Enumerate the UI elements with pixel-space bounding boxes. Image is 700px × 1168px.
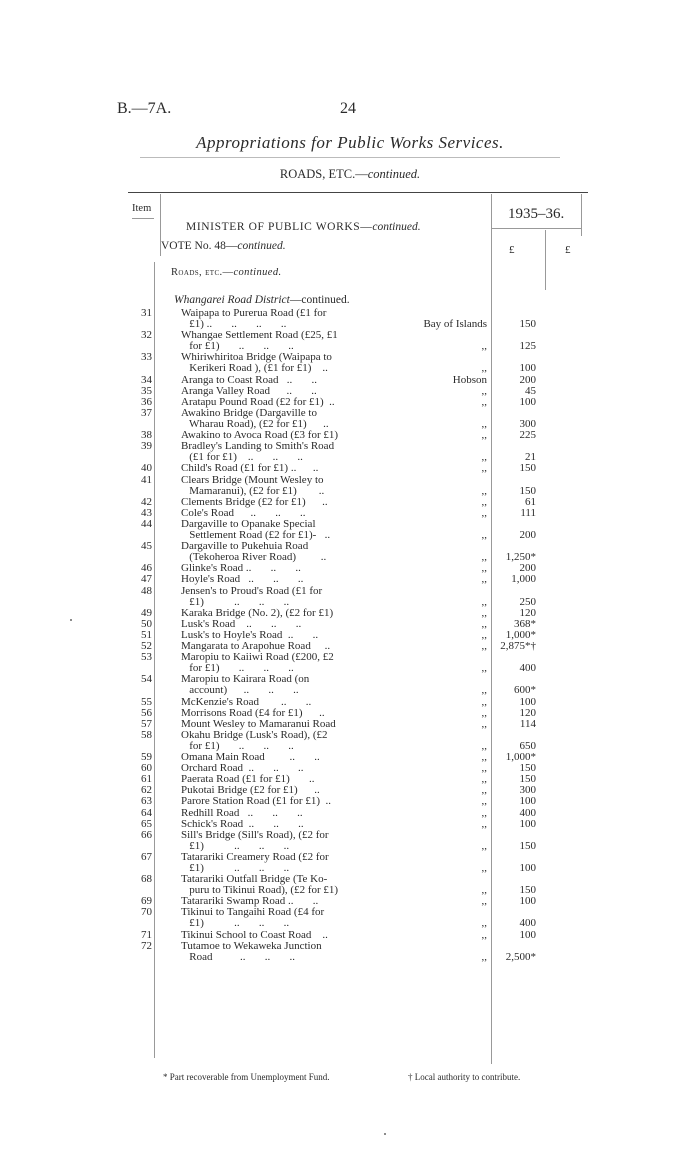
table-row	[0, 752, 700, 763]
electorate: ,,	[481, 706, 487, 719]
section-heading-cont: continued.	[367, 167, 421, 181]
item-number: 42	[141, 495, 152, 508]
description-line: Jensen's to Proud's Road (£1 for	[181, 584, 323, 597]
description-line: Whiriwhiritoa Bridge (Waipapa to	[181, 351, 332, 364]
amount: 400	[519, 662, 536, 675]
item-description	[181, 586, 373, 608]
table-row	[0, 674, 700, 696]
table-row	[0, 796, 700, 807]
item-description	[181, 308, 373, 330]
description-line: Mamaranui), (£2 for £1) ..	[181, 484, 325, 497]
item-number: 64	[141, 806, 152, 819]
description-line: Schick's Road .. .. ..	[181, 817, 304, 830]
amount: 2,875*†	[500, 640, 536, 652]
title-rule	[140, 157, 560, 158]
table-row	[0, 608, 700, 619]
table-row	[0, 619, 700, 630]
item-number: 49	[141, 606, 152, 619]
description-line: Wharau Road), (£2 for £1) ..	[181, 417, 329, 430]
electorate: ,,	[481, 606, 487, 619]
table-row	[0, 330, 700, 352]
table-row	[0, 563, 700, 574]
description-line: Waipapa to Purerua Road (£1 for	[181, 307, 327, 319]
item-number: 36	[141, 395, 152, 408]
description-line: Maropiu to Kairara Road (on	[181, 673, 310, 686]
table-row	[0, 785, 700, 796]
table-row	[0, 375, 700, 386]
description-line: Dargaville to Pukehuia Road	[181, 540, 309, 553]
electorate: ,,	[481, 717, 487, 730]
ministry-text: MINISTER OF PUBLIC WORKS—	[186, 221, 373, 233]
amount: 100	[519, 817, 536, 830]
table-row	[0, 808, 700, 819]
electorate: ,,	[481, 751, 487, 763]
item-number: 35	[141, 384, 152, 397]
description-line: Hoyle's Road .. .. ..	[181, 573, 304, 586]
item-description	[181, 519, 373, 541]
item-description	[181, 808, 373, 819]
description-line: Clements Bridge (£2 for £1) ..	[181, 495, 328, 508]
amount: 150	[519, 318, 536, 331]
table-row	[0, 819, 700, 830]
description-line: Paerata Road (£1 for £1) ..	[181, 773, 315, 786]
amount: 1,000	[511, 573, 536, 586]
item-number: 54	[141, 673, 152, 686]
description-line: Dargaville to Opanake Special	[181, 517, 316, 530]
electorate: ,,	[481, 662, 487, 675]
amount: 120	[519, 706, 536, 719]
item-description	[181, 330, 373, 352]
table-row	[0, 441, 700, 463]
description-line: Aratapu Pound Road (£2 for £1) ..	[181, 395, 335, 408]
header-rule	[491, 228, 581, 229]
item-number: 38	[141, 429, 152, 442]
page-title: Appropriations for Public Works Services.	[196, 133, 504, 152]
amount: 150	[519, 884, 536, 897]
description-line: £1) .. .. ..	[181, 861, 290, 874]
item-description	[181, 352, 373, 374]
amount: 1,250*	[505, 551, 536, 564]
item-column-header: Item	[132, 203, 152, 214]
footnote-star: * Part recoverable from Unemployment Fund.	[163, 1072, 330, 1082]
electorate: ,,	[481, 695, 487, 708]
vote-heading	[161, 240, 286, 252]
table-row	[0, 907, 700, 929]
scan-speck	[384, 1133, 386, 1135]
description-line: £1) .. .. ..	[181, 917, 290, 930]
item-number: 59	[141, 751, 152, 763]
description-line: Tatarariki Swamp Road .. ..	[181, 895, 319, 908]
item-number: 41	[141, 473, 152, 486]
item-number: 62	[141, 784, 152, 797]
amount: 2,500*	[505, 950, 536, 963]
item-number: 66	[141, 828, 152, 841]
table-row	[0, 896, 700, 907]
item-description	[181, 697, 373, 708]
table-row	[0, 930, 700, 941]
item-number: 52	[141, 640, 152, 652]
ministry-heading	[186, 221, 421, 233]
subheading-text: Roads, etc.—	[171, 267, 234, 278]
table-row	[0, 708, 700, 719]
pound-symbol: £	[509, 244, 515, 256]
electorate: ,,	[481, 839, 487, 852]
amount: 114	[519, 717, 536, 730]
amount: 100	[519, 895, 536, 908]
electorate: ,,	[481, 562, 487, 575]
description-line: Tatarariki Outfall Bridge (Te Ko-	[181, 873, 328, 886]
item-number: 32	[141, 329, 152, 342]
electorate: ,,	[481, 528, 487, 541]
amount: 300	[519, 417, 536, 430]
description-line: Mount Wesley to Mamaranui Road	[181, 717, 336, 730]
amount: 150	[519, 773, 536, 786]
electorate: ,,	[481, 462, 487, 475]
description-line: £1) .. .. ..	[181, 595, 290, 608]
amount: 100	[519, 695, 536, 708]
item-description	[181, 475, 373, 497]
amount: 300	[519, 784, 536, 797]
subheading-cont: continued.	[233, 267, 282, 278]
item-description	[181, 874, 373, 896]
description-line: Parore Station Road (£1 for £1) ..	[181, 795, 331, 808]
description-line: for £1) .. .. ..	[181, 739, 294, 752]
item-number: 46	[141, 562, 152, 575]
description-line: Child's Road (£1 for £1) .. ..	[181, 462, 319, 475]
electorate: ,,	[481, 784, 487, 797]
item-number: 55	[141, 695, 152, 708]
column-divider	[545, 230, 546, 290]
description-line: Road .. .. ..	[181, 950, 295, 963]
ministry-cont: continued.	[372, 221, 421, 233]
page-number: 24	[340, 100, 356, 117]
electorate: ,,	[481, 684, 487, 697]
year-column-header: 1935–36.	[508, 206, 565, 222]
section-heading	[0, 167, 700, 182]
table-row	[0, 641, 700, 652]
electorate: ,,	[481, 484, 487, 497]
amount: 150	[519, 839, 536, 852]
item-number: 47	[141, 573, 152, 586]
description-line: Clears Bridge (Mount Wesley to	[181, 473, 324, 486]
description-line: Orchard Road .. .. ..	[181, 762, 304, 775]
electorate: ,,	[481, 917, 487, 930]
amount: 400	[519, 917, 536, 930]
item-number: 67	[141, 850, 152, 863]
table-row	[0, 763, 700, 774]
item-number: 43	[141, 506, 152, 519]
table-row	[0, 652, 700, 674]
electorate: ,,	[481, 773, 487, 786]
amount: 61	[525, 495, 536, 508]
description-line: Kerikeri Road ), (£1 for £1) ..	[181, 362, 328, 375]
amount: 21	[525, 451, 536, 464]
footnote-dagger: † Local authority to contribute.	[408, 1072, 521, 1082]
electorate: ,,	[481, 739, 487, 752]
pound-symbol: £	[565, 244, 571, 256]
description-line: Omana Main Road .. ..	[181, 751, 320, 763]
description-line: £1) .. .. ..	[181, 839, 290, 852]
description-line: account) .. .. ..	[181, 684, 299, 697]
amount: 600*	[514, 684, 536, 697]
electorate: ,,	[481, 884, 487, 897]
description-line: Redhill Road .. .. ..	[181, 806, 303, 819]
amount: 1,000*	[505, 628, 536, 641]
item-number: 72	[141, 939, 152, 952]
district-heading	[174, 294, 350, 306]
item-description	[181, 830, 373, 852]
item-description	[181, 852, 373, 874]
description-line: Tikinui to Tangaihi Road (£4 for	[181, 906, 325, 919]
description-line: Morrisons Road (£4 for £1) ..	[181, 706, 325, 719]
electorate: ,,	[481, 861, 487, 874]
column-divider	[581, 194, 582, 236]
amount: 125	[519, 340, 536, 353]
electorate: ,,	[481, 362, 487, 375]
amount: 45	[525, 384, 536, 397]
amount: 200	[519, 562, 536, 575]
table-row	[0, 697, 700, 708]
header-rule	[132, 218, 154, 219]
item-number: 58	[141, 728, 152, 741]
description-line: Awakino Bridge (Dargaville to	[181, 406, 317, 419]
electorate: ,,	[481, 950, 487, 963]
item-number: 39	[141, 440, 152, 453]
table-row	[0, 408, 700, 430]
table-row	[0, 430, 700, 441]
item-description	[181, 463, 373, 474]
description-line: Glinke's Road .. .. ..	[181, 562, 301, 575]
amount: 111	[520, 506, 536, 519]
table-row	[0, 308, 700, 330]
item-number: 37	[141, 406, 152, 419]
item-number: 63	[141, 795, 152, 808]
item-number: 70	[141, 906, 152, 919]
electorate: ,,	[481, 628, 487, 641]
electorate: ,,	[481, 617, 487, 630]
item-number: 44	[141, 517, 152, 530]
description-line: Whangae Settlement Road (£25, £1	[181, 329, 338, 342]
description-line: Tikinui School to Coast Road ..	[181, 928, 328, 941]
item-number: 61	[141, 773, 152, 786]
description-line: (£1 for £1) .. .. ..	[181, 451, 303, 464]
amount: 150	[519, 762, 536, 775]
section-heading-text: ROADS, ETC.—	[279, 167, 368, 181]
item-description	[181, 652, 373, 674]
item-description	[181, 574, 373, 585]
electorate: Bay of Islands	[423, 318, 487, 331]
description-line: Aranga Valley Road .. ..	[181, 384, 317, 397]
description-line: Karaka Bridge (No. 2), (£2 for £1)	[181, 606, 334, 619]
description-line: Tutamoe to Wekaweka Junction	[181, 939, 322, 952]
table-row	[0, 730, 700, 752]
item-description	[181, 541, 373, 563]
item-number: 60	[141, 762, 152, 775]
table-row	[0, 774, 700, 785]
item-number: 34	[141, 373, 152, 386]
amount: 200	[519, 373, 536, 386]
table-row	[0, 463, 700, 474]
table-row	[0, 941, 700, 963]
description-line: Okahu Bridge (Lusk's Road), (£2	[181, 728, 328, 741]
vote-text: VOTE No. 48—	[161, 240, 238, 252]
amount: 250	[519, 595, 536, 608]
amount: 368*	[514, 617, 536, 630]
electorate: ,,	[481, 429, 487, 442]
table-row	[0, 497, 700, 508]
electorate: ,,	[481, 384, 487, 397]
amount: 150	[519, 462, 536, 475]
electorate: ,,	[481, 762, 487, 775]
table-row	[0, 475, 700, 497]
amount: 100	[519, 362, 536, 375]
table-row	[0, 830, 700, 852]
item-number: 65	[141, 817, 152, 830]
item-number: 71	[141, 928, 152, 941]
amount: 225	[519, 429, 536, 442]
amount: 100	[519, 928, 536, 941]
electorate: ,,	[481, 573, 487, 586]
table-row	[0, 630, 700, 641]
amount: 100	[519, 861, 536, 874]
description-line: puru to Tikinui Road), (£2 for £1)	[181, 884, 339, 897]
item-description	[181, 941, 373, 963]
item-number: 53	[141, 651, 152, 664]
description-line: Lusk's Road .. .. ..	[181, 617, 302, 630]
table-row	[0, 852, 700, 874]
amount: 150	[519, 484, 536, 497]
electorate: ,,	[481, 451, 487, 464]
scan-speck	[70, 619, 72, 621]
electorate: ,,	[481, 640, 487, 652]
amount: 200	[519, 528, 536, 541]
item-number: 51	[141, 628, 152, 641]
electorate: ,,	[481, 395, 487, 408]
item-number: 33	[141, 351, 152, 364]
item-number: 50	[141, 617, 152, 630]
table-row	[0, 352, 700, 374]
description-line: Pukotai Bridge (£2 for £1) ..	[181, 784, 320, 797]
description-line: for £1) .. .. ..	[181, 662, 294, 675]
item-description	[181, 796, 373, 807]
item-number: 31	[141, 307, 152, 319]
description-line: (Tekoheroa River Road) ..	[181, 551, 327, 564]
electorate: ,,	[481, 551, 487, 564]
item-description	[181, 441, 373, 463]
description-line: Maropiu to Kaiiwi Road (£200, £2	[181, 651, 334, 664]
electorate: ,,	[481, 506, 487, 519]
table-row	[0, 519, 700, 541]
electorate: ,,	[481, 806, 487, 819]
electorate: ,,	[481, 340, 487, 353]
item-description	[181, 674, 373, 696]
amount: 100	[519, 795, 536, 808]
item-description	[181, 408, 373, 430]
item-number: 69	[141, 895, 152, 908]
electorate: ,,	[481, 895, 487, 908]
amount: 650	[519, 739, 536, 752]
table-row	[0, 586, 700, 608]
electorate: ,,	[481, 795, 487, 808]
description-line: McKenzie's Road .. ..	[181, 695, 312, 708]
electorate: ,,	[481, 495, 487, 508]
table-row	[0, 397, 700, 408]
description-line: Tatarariki Creamery Road (£2 for	[181, 850, 329, 863]
item-number: 40	[141, 462, 152, 475]
description-line: for £1) .. .. ..	[181, 340, 294, 353]
description-line: Bradley's Landing to Smith's Road	[181, 440, 335, 453]
district-name: Whangarei Road District	[174, 294, 290, 306]
item-number: 57	[141, 717, 152, 730]
description-line: Cole's Road .. .. ..	[181, 506, 306, 519]
item-description	[181, 907, 373, 929]
electorate: ,,	[481, 417, 487, 430]
description-line: £1) .. .. .. ..	[181, 318, 287, 331]
electorate: ,,	[481, 817, 487, 830]
description-line: Settlement Road (£2 for £1)- ..	[181, 528, 331, 541]
district-cont: —continued.	[289, 294, 350, 306]
item-number: 45	[141, 540, 152, 553]
electorate: Hobson	[452, 373, 487, 386]
amount: 1,000*	[505, 751, 536, 763]
item-number: 56	[141, 706, 152, 719]
description-line: Aranga to Coast Road .. ..	[181, 373, 317, 386]
item-number: 68	[141, 873, 152, 886]
table-row	[0, 386, 700, 397]
amount: 120	[519, 606, 536, 619]
description-line: Lusk's to Hoyle's Road .. ..	[181, 628, 319, 641]
subheading	[171, 267, 282, 278]
item-number: 48	[141, 584, 152, 597]
amount: 100	[519, 395, 536, 408]
vote-cont: continued.	[237, 240, 286, 252]
table-row	[0, 719, 700, 730]
description-line: Awakino to Avoca Road (£3 for £1)	[181, 429, 339, 442]
page-reference: B.—7A.	[117, 100, 172, 117]
table-row	[0, 508, 700, 519]
table-top-rule	[128, 192, 588, 193]
table-row	[0, 574, 700, 585]
description-line: Mangarata to Arapohue Road ..	[181, 640, 331, 652]
description-line: Sill's Bridge (Sill's Road), (£2 for	[181, 828, 329, 841]
amount: 400	[519, 806, 536, 819]
item-description	[181, 730, 373, 752]
table-row	[0, 874, 700, 896]
table-row	[0, 541, 700, 563]
electorate: ,,	[481, 928, 487, 941]
electorate: ,,	[481, 595, 487, 608]
